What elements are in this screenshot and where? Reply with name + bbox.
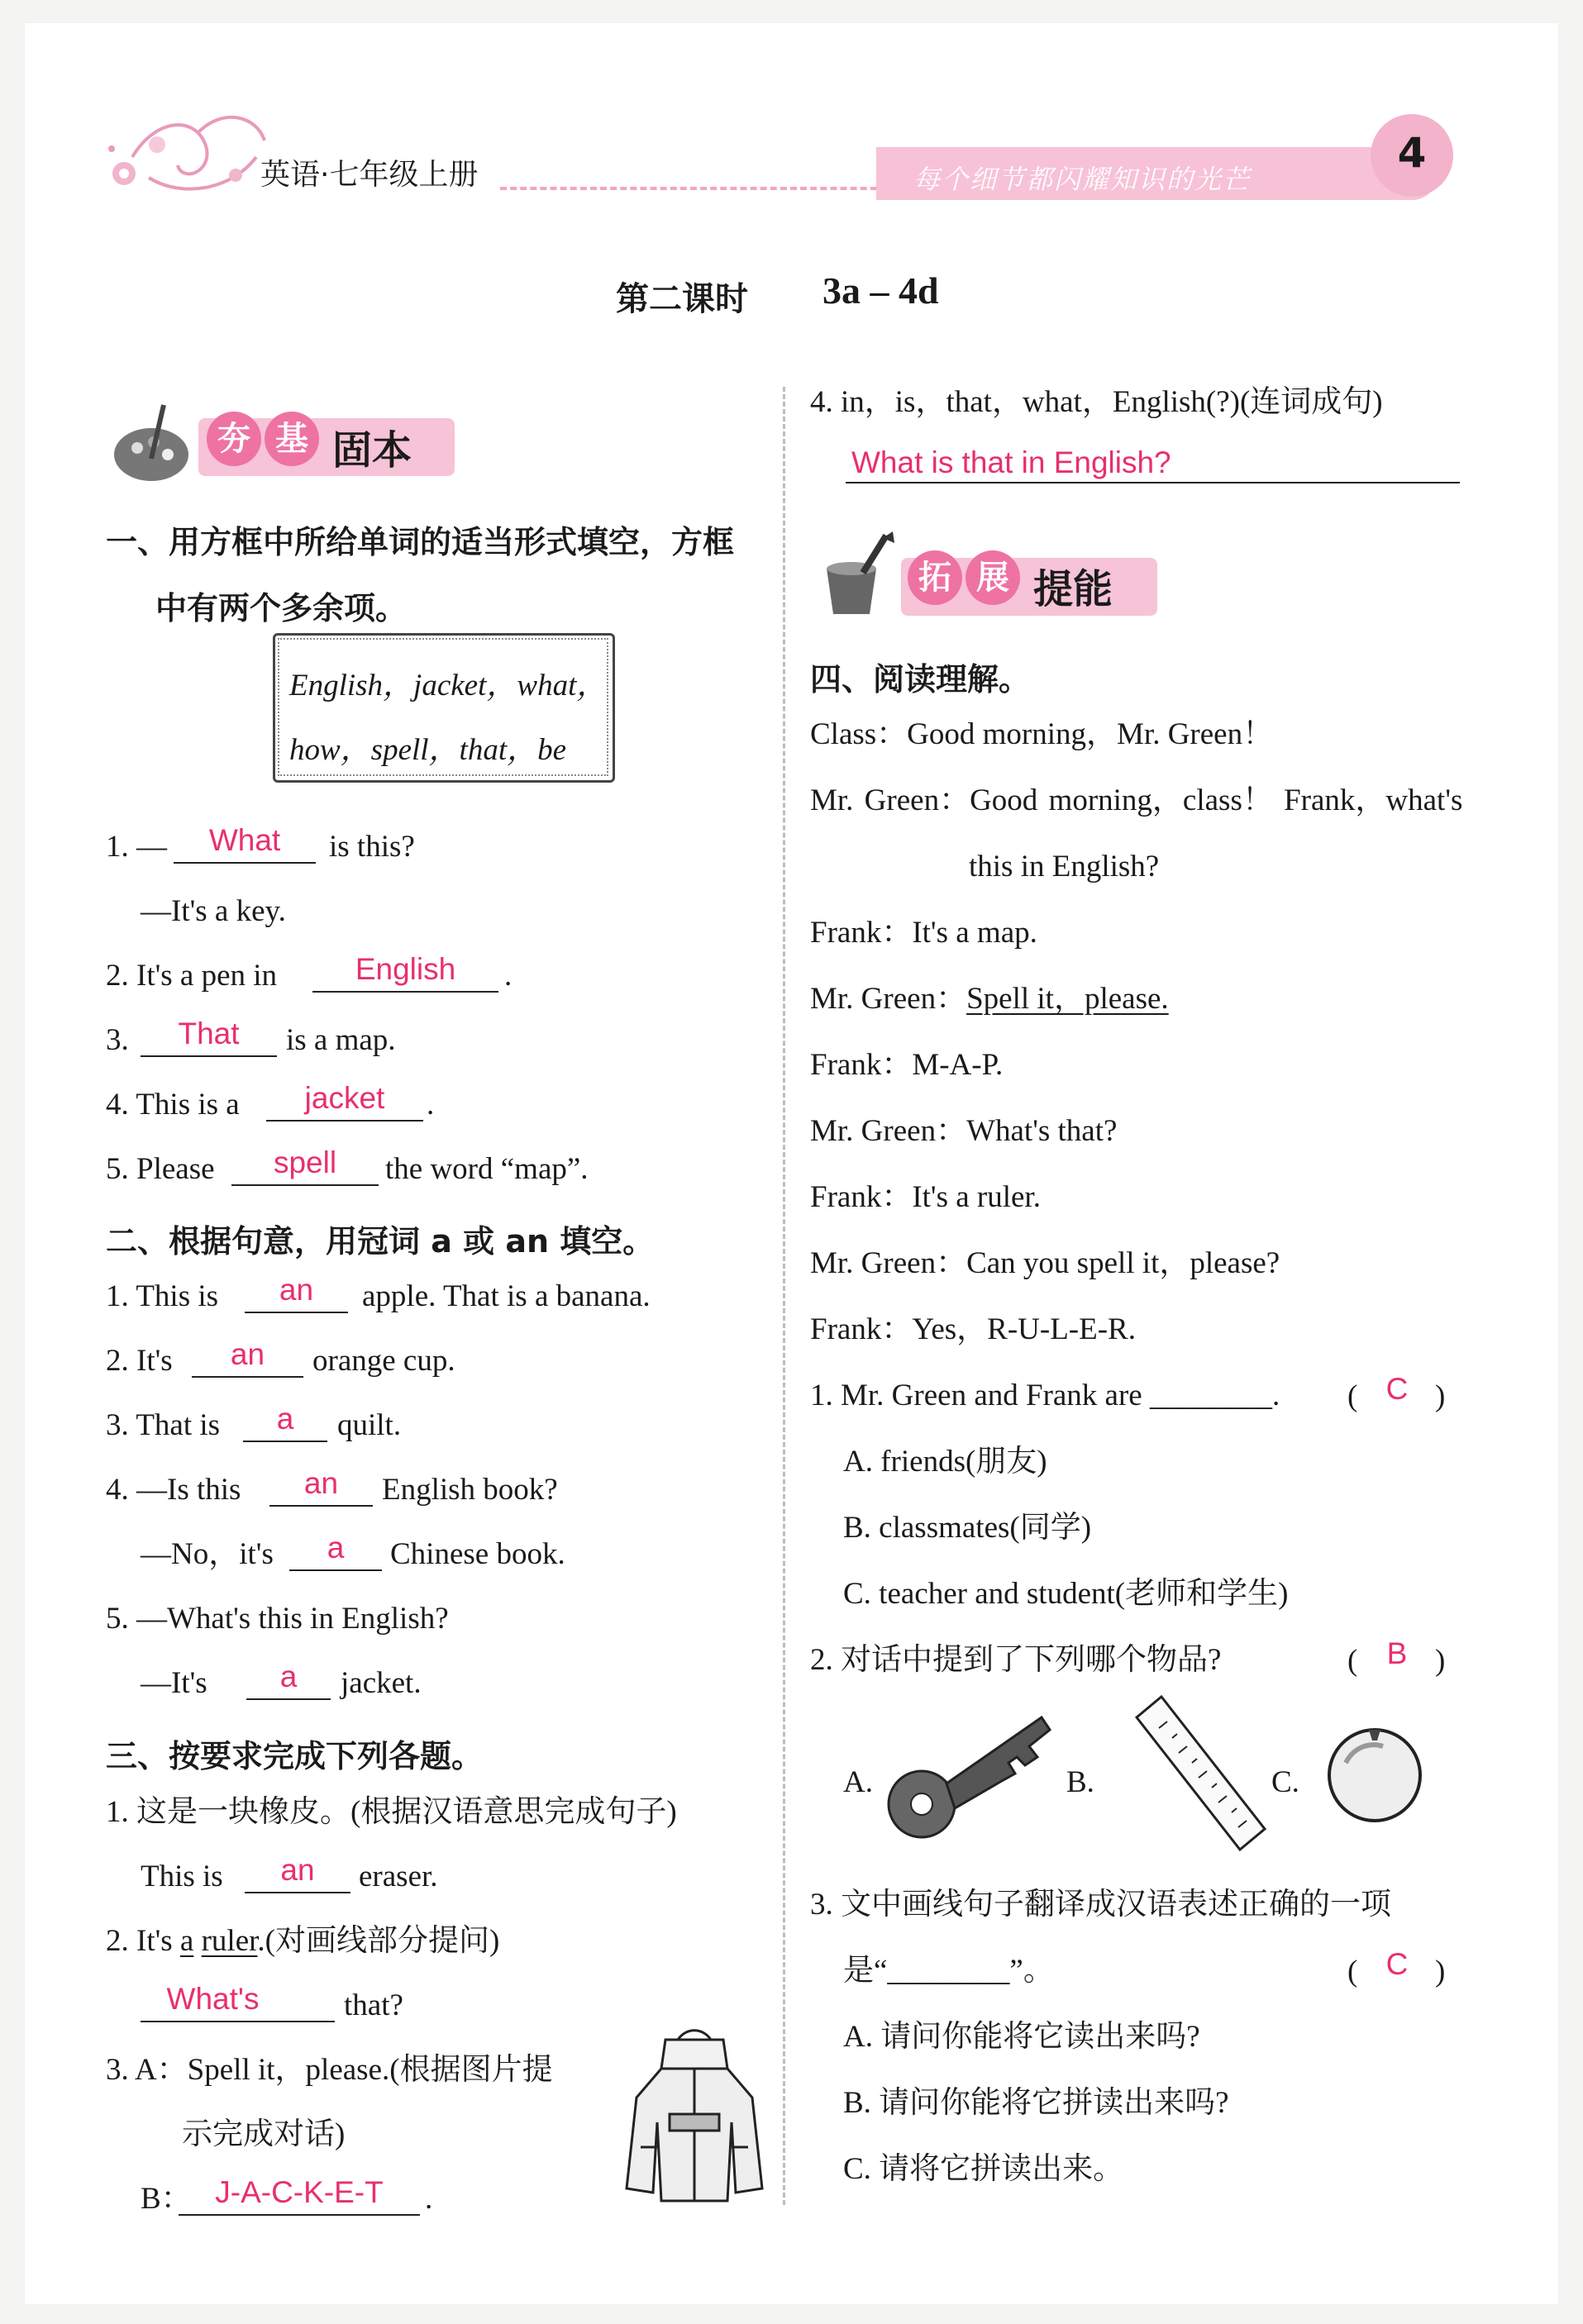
r-q1-option-a: A. friends(朋友) — [843, 1445, 1047, 1479]
s3-q3-text1: 3. A：Spell it，please.(根据图片提 — [106, 2053, 553, 2087]
r-q3-paren-right: ) — [1435, 1955, 1446, 1988]
dialog-line-7: Mr. Green：What's that? — [810, 1114, 1118, 1148]
s2-q5-pre: 5. —What's this in English? — [106, 1602, 449, 1636]
r-q2-option-b: B. — [1066, 1765, 1094, 1799]
s2-q3-pre: 3. That is — [106, 1408, 221, 1442]
s3-q1-blank — [245, 1892, 350, 1893]
s1-q1-post: is this? — [329, 830, 415, 864]
s3-q2-underlined-ruler: ruler — [201, 1924, 258, 1958]
s1-q5-post: the word “map”. — [385, 1152, 589, 1186]
s2-q5b-post: jacket. — [341, 1666, 422, 1700]
s2-q3-post: quilt. — [337, 1408, 402, 1442]
r-q3-answer: C — [1385, 1947, 1409, 1981]
dialog-line-4: Frank：It's a map. — [810, 916, 1037, 950]
s2-q5b-blank — [246, 1698, 331, 1700]
r-q2-text: 2. 对话中提到了下列哪个物品? — [810, 1643, 1222, 1677]
s2-q3-blank — [243, 1441, 327, 1442]
s3-q1-answer: an — [280, 1853, 315, 1887]
slogan-text: 每个细节都闪耀知识的光芒 — [913, 164, 1252, 195]
dialog-line-2: Mr. Green：Good morning，class！ Frank，what's — [810, 783, 1463, 817]
dialog-line-10: Frank：Yes，R-U-L-E-R. — [810, 1312, 1136, 1346]
r-q1-option-c: C. teacher and student(老师和学生) — [843, 1577, 1289, 1611]
key-icon — [876, 1701, 1058, 1841]
dialog-underlined-sentence: Spell it，please. — [966, 982, 1169, 1016]
s3-q2-post2: that? — [344, 1988, 403, 2022]
r-q2-paren-right: ) — [1435, 1644, 1446, 1678]
r-q3-option-a: A. 请问你能将它读出来吗? — [843, 2020, 1200, 2054]
word-box-line2: how，spell，that，be — [289, 733, 567, 767]
lesson-range: 3a – 4d — [822, 269, 939, 312]
s2-q4b-post: Chinese book. — [390, 1537, 565, 1571]
s1-q1-pre: 1. — — [106, 830, 167, 864]
s1-q1-response: —It's a key. — [141, 894, 286, 928]
r-q3-text2: 是“________”。 — [843, 1954, 1054, 1988]
s3-q3-blank — [179, 2214, 420, 2216]
r-q1-paren-right: ) — [1435, 1379, 1446, 1413]
s1-q2-blank — [312, 991, 498, 993]
banner-badge-1: 夯 — [207, 412, 261, 466]
r-q3-paren-left: ( — [1347, 1955, 1358, 1988]
s2-q5b-answer: a — [279, 1660, 298, 1693]
s2-q2-blank — [192, 1376, 303, 1378]
s1-q3-post: is a map. — [286, 1023, 396, 1057]
section4-heading: 四、阅读理解。 — [810, 661, 1031, 698]
ruler-icon — [1124, 1693, 1273, 1858]
banner-text: 固本 — [332, 427, 412, 474]
s3-q3-pre: B： — [141, 2182, 192, 2216]
s1-q4-answer: jacket — [304, 1081, 385, 1115]
r-q3-option-c: C. 请将它拼读出来。 — [843, 2152, 1124, 2186]
r-q1-answer: C — [1385, 1372, 1409, 1406]
paint-bucket-icon — [812, 531, 903, 622]
s2-q4-blank — [269, 1505, 373, 1507]
s3-q1-post: eraser. — [359, 1860, 438, 1893]
s2-q2-answer: an — [230, 1337, 265, 1371]
s1-q3-pre: 3. — [106, 1023, 129, 1057]
r-q2-answer: B — [1386, 1636, 1408, 1670]
r-q1-option-b: B. classmates(同学) — [843, 1511, 1092, 1545]
s3-q2-answer: What's — [166, 1982, 260, 2016]
worksheet-page — [25, 23, 1558, 2304]
section3-heading: 三、按要求完成下列各题。 — [106, 1738, 484, 1774]
s2-q4b-pre: —No，it's — [141, 1537, 274, 1571]
s1-q1-blank — [174, 862, 316, 864]
banner2-text: 提能 — [1033, 566, 1113, 612]
jacket-icon — [620, 2023, 769, 2213]
flower-ornament-icon — [99, 99, 281, 215]
r-q3-option-b: B. 请问你能将它拼读出来吗? — [843, 2086, 1229, 2120]
q4-answer: What is that in English? — [851, 445, 1171, 479]
section1-heading-line1: 一、用方框中所给单词的适当形式填空，方框 — [106, 524, 735, 560]
s3-q2-blank — [141, 2021, 335, 2022]
s2-q4b-blank — [289, 1569, 382, 1571]
s2-q4-pre: 4. —Is this — [106, 1473, 241, 1507]
header-divider — [500, 187, 897, 190]
s1-q4-post: . — [427, 1088, 435, 1122]
banner2-badge-1: 拓 — [908, 550, 962, 605]
dialog-speaker-green: Mr. Green： — [810, 982, 967, 1016]
dialog-line-9: Mr. Green：Can you spell it，please? — [810, 1246, 1280, 1280]
s3-q3-post: . — [425, 2182, 433, 2216]
s2-q2-pre: 2. It's — [106, 1344, 173, 1378]
section1-heading-line2: 中有两个多余项。 — [155, 590, 408, 626]
column-divider — [783, 387, 785, 2205]
s2-q4b-answer: a — [327, 1531, 345, 1564]
s1-q5-pre: 5. Please — [106, 1152, 215, 1186]
s1-q3-blank — [141, 1055, 277, 1057]
s3-q1-text: 1. 这是一块橡皮。(根据汉语意思完成句子) — [106, 1795, 677, 1829]
s1-q2-answer: English — [355, 952, 456, 986]
s3-q2-underlined-a: a — [179, 1924, 194, 1958]
q4-blank — [846, 482, 1460, 483]
s3-q2-pre: 2. It's — [106, 1924, 173, 1958]
s1-q5-answer: spell — [273, 1145, 337, 1179]
section2-heading: 二、根据句意，用冠词 a 或 an 填空。 — [106, 1223, 655, 1260]
s3-q2-post: .(对画线部分提问) — [257, 1924, 500, 1958]
dialog-line-1: Class：Good morning，Mr. Green！ — [810, 717, 1274, 751]
s3-q1-pre: This is — [141, 1860, 223, 1893]
s2-q4-answer: an — [303, 1466, 339, 1500]
s1-q2-pre: 2. It's a pen in — [106, 959, 278, 993]
s2-q3-answer: a — [276, 1402, 294, 1436]
q4-text: 4. in，is，that，what，English(?)(连词成句) — [810, 385, 1383, 419]
r-q1-paren-left: ( — [1347, 1379, 1358, 1413]
s1-q5-blank — [231, 1184, 379, 1186]
lesson-title: 第二课时 — [616, 280, 748, 318]
s1-q2-post: . — [504, 959, 513, 993]
r-q2-option-a: A. — [843, 1765, 873, 1799]
s1-q4-pre: 4. This is a — [106, 1088, 240, 1122]
s2-q5b-pre: —It's — [141, 1666, 207, 1700]
dialog-line-6: Frank：M-A-P. — [810, 1048, 1004, 1082]
r-q3-text1: 3. 文中画线句子翻译成汉语表述正确的一项 — [810, 1888, 1391, 1922]
s2-q1-answer: an — [279, 1273, 314, 1307]
orange-icon — [1321, 1717, 1428, 1825]
subject-label: 英语·七年级上册 — [260, 158, 479, 192]
r-q2-paren-left: ( — [1347, 1644, 1358, 1678]
r-q1-text: 1. Mr. Green and Frank are ________. — [810, 1379, 1280, 1412]
word-box-line1: English，jacket，what， — [289, 669, 608, 702]
s2-q2-post: orange cup. — [312, 1344, 455, 1378]
s1-q1-answer: What — [208, 823, 281, 857]
banner2-badge-2: 展 — [966, 550, 1020, 605]
dialog-line-3: this in English? — [969, 850, 1160, 883]
s2-q1-blank — [245, 1312, 348, 1313]
dialog-line-5 — [810, 983, 1169, 1014]
s2-q1-pre: 1. This is — [106, 1279, 219, 1313]
s1-q3-answer: That — [178, 1017, 240, 1050]
banner-badge-2: 基 — [265, 412, 319, 466]
page-number: 4 — [1397, 129, 1427, 177]
s3-q3-answer: J-A-C-K-E-T — [215, 2175, 384, 2209]
s3-q2-text — [106, 1926, 499, 1956]
r-q2-option-c: C. — [1271, 1765, 1299, 1799]
palette-icon — [106, 397, 205, 488]
s2-q4-post: English book? — [382, 1473, 558, 1507]
s2-q1-post: apple. That is a banana. — [362, 1279, 651, 1313]
s3-q3-text2: 示完成对话) — [182, 2117, 346, 2151]
dialog-line-8: Frank：It's a ruler. — [810, 1180, 1041, 1214]
s1-q4-blank — [266, 1120, 423, 1122]
